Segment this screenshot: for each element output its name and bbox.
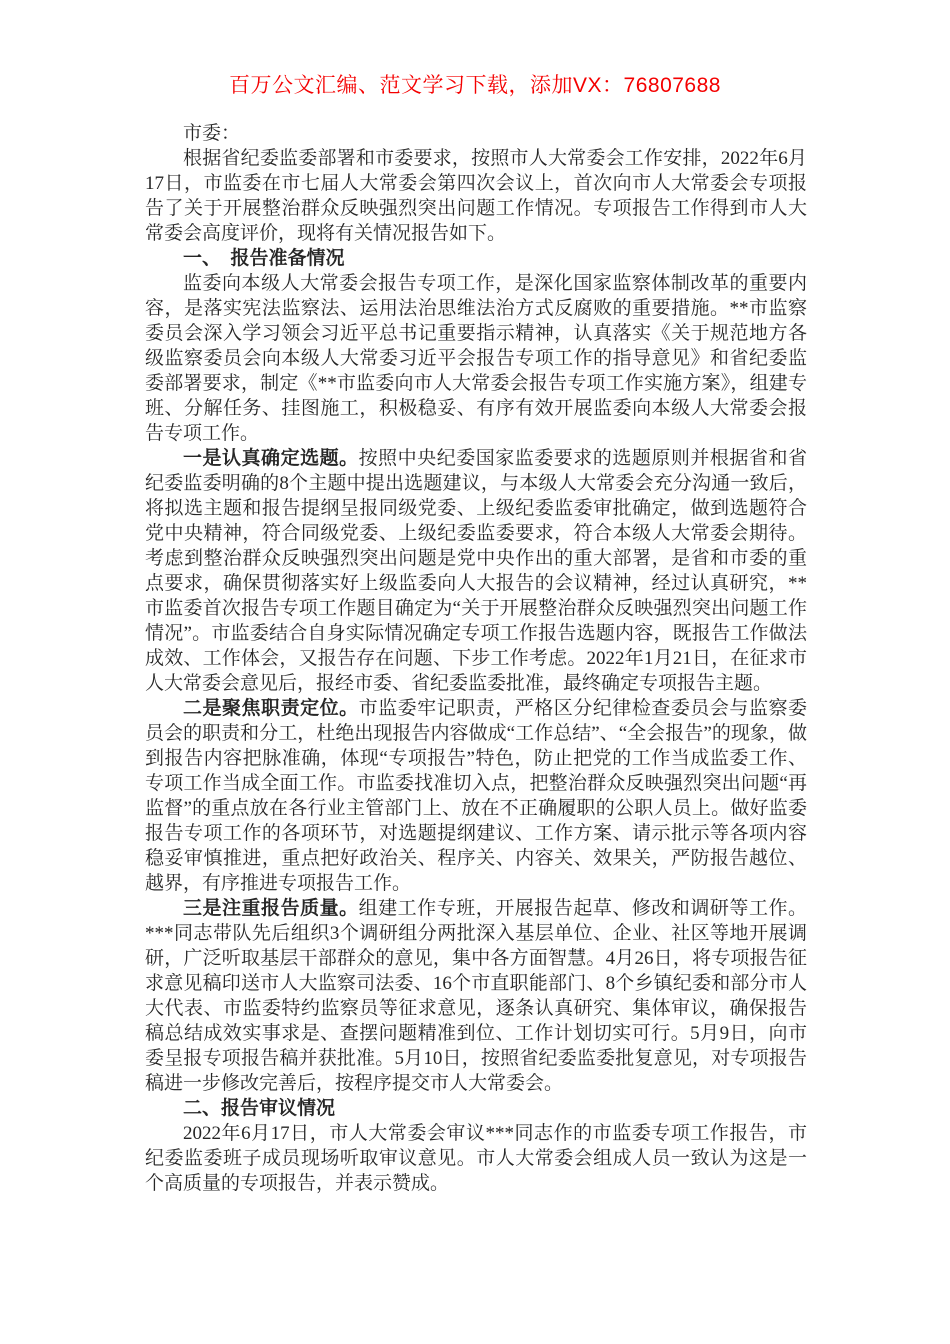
section-heading-preparation	[145, 246, 807, 271]
promo-header-text: 百万公文汇编、范文学习下载，添加VX：76807688	[229, 74, 721, 97]
intro-paragraph-text: 根据省纪委监委部署和市委要求，按照市人大常委会工作安排，2022年6月17日，市监委在市七届人大常委会第四次会议上，首次向市人大常委会专项报告了关于开展整治群众反映强烈突出问题工作情况。专项报告工作得到市人大常委会高度评价，现将有关情况报告如下。	[145, 148, 807, 244]
report-quality-paragraph	[145, 896, 807, 1096]
topic-selection-lead: 一是认真确定选题。	[183, 448, 359, 469]
intro-paragraph	[145, 146, 807, 246]
duty-focus-text: 市监委牢记职责，严格区分纪律检查委员会与监察委员会的职责和分工，杜绝出现报告内容做成“工作总结”、“全会报告”的现象，做到报告内容把脉准确，体现“专项报告”特色，防止把党的工作当成监委工作、专项工作当成全面工作。市监委找准切入点，把整治群众反映强烈突出问题“再监督”的重点放在各行业主管部门上、放在不正确履职的公职人员上。做好监委报告专项工作的各项环节，对选题提纲建议、工作方案、请示批示等各项内容稳妥审慎推进，重点把好政治关、程序关、内容关、效果关，严防报告越位、越界，有序推进专项报告工作。	[145, 698, 807, 894]
review-paragraph	[145, 1121, 807, 1196]
section-heading-review-text: 二、报告审议情况	[183, 1098, 336, 1119]
review-paragraph-text: 2022年6月17日，市人大常委会审议***同志作的市监委专项工作报告，市纪委监委班子成员现场听取审议意见。市人大常委会组成人员一致认为这是一个高质量的专项报告，并表示赞成。	[145, 1123, 807, 1194]
preparation-overview-paragraph	[145, 271, 807, 446]
document-body	[145, 121, 807, 1196]
preparation-overview-text: 监委向本级人大常委会报告专项工作，是深化国家监察体制改革的重要内容，是落实宪法监察法、运用法治思维法治方式反腐败的重要措施。**市监察委员会深入学习领会习近平总书记重要指示精神，认真落实《关于规范地方各级监察委员会向本级人大常委习近平会报告专项工作的指导意见》和省纪委监委部署要求，制定《**市监委向市人大常委会报告专项工作实施方案》，组建专班、分解任务、挂图施工，积极稳妥、有序有效开展监委向本级人大常委会报告专项工作。	[145, 273, 807, 444]
topic-selection-paragraph	[145, 446, 807, 696]
report-quality-text: 组建工作专班，开展报告起草、修改和调研等工作。***同志带队先后组织3个调研组分两批深入基层单位、企业、社区等地开展调研，广泛听取基层干部群众的意见，集中各方面智慧。4月26日，将专项报告征求意见稿印送市人大监察司法委、16个市直职能部门、8个乡镇纪委和部分市人大代表、市监委特约监察员等征求意见，逐条认真研究、集体审议，确保报告稿总结成效实事求是、查摆问题精准到位、工作计划切实可行。5月9日，向市委呈报专项报告稿并获批准。5月10日，按照省纪委监委批复意见，对专项报告稿进一步修改完善后，按程序提交市人大常委会。	[145, 898, 807, 1094]
duty-focus-paragraph	[145, 696, 807, 896]
topic-selection-text: 按照中央纪委国家监委要求的选题原则并根据省和省纪委监委明确的8个主题中提出选题建议，与本级人大常委会充分沟通一致后，将拟选主题和报告提纲呈报同级党委、上级纪委监委审批确定，做到选题符合党中央精神，符合同级党委、上级纪委监委要求，符合本级人大常委会期待。考虑到整治群众反映强烈突出问题是党中央作出的重大部署，是省和市委的重点要求，确保贯彻落实好上级监委向人大报告的会议精神，经过认真研究，**市监委首次报告专项工作题目确定为“关于开展整治群众反映强烈突出问题工作情况”。市监委结合自身实际情况确定专项工作报告选题内容，既报告工作做法成效、工作体会，又报告存在问题、下步工作考虑。2022年1月21日，在征求市人大常委会意见后，报经市委、省纪委监委批准，最终确定专项报告主题。	[145, 448, 807, 694]
salutation-text: 市委：	[183, 123, 241, 144]
duty-focus-lead: 二是聚焦职责定位。	[183, 698, 359, 719]
promo-header	[0, 70, 950, 102]
section-heading-preparation-text: 一、 报告准备情况	[183, 248, 345, 269]
section-heading-review	[145, 1096, 807, 1121]
salutation	[145, 121, 807, 146]
report-quality-lead: 三是注重报告质量。	[183, 898, 359, 919]
